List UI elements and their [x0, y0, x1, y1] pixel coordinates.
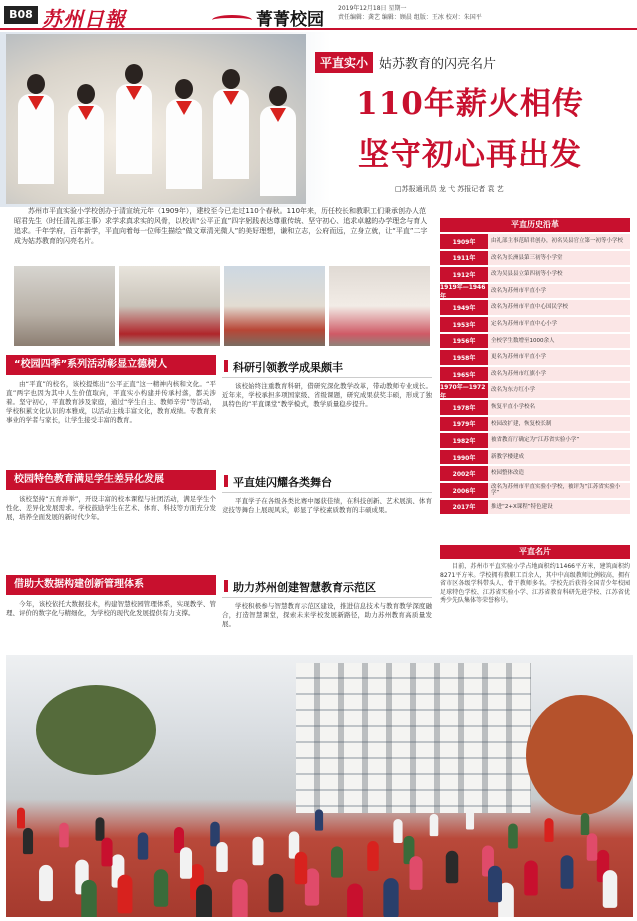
runner-figure [180, 847, 192, 878]
timeline-event: 校园改扩建，恢复校长制 [488, 417, 630, 432]
staff-line: 责任编辑：龚艺 编辑：顾晨 组版：王冰 校对：朱国平 [338, 14, 482, 21]
section-title-6: 助力苏州创建智慧教育示范区 [222, 578, 432, 598]
playground-photo [6, 655, 633, 917]
runner-figure [196, 884, 212, 917]
timeline-row [440, 400, 630, 415]
timeline-year: 1912年 [440, 267, 488, 282]
hero-title [305, 78, 635, 174]
timeline-year: 2017年 [440, 500, 488, 515]
date-line: 2019年12月18日 星期一 [338, 5, 407, 12]
runner-figure [410, 856, 423, 890]
section-title-3: 校园特色教育满足学生差异化发展 [6, 470, 216, 490]
profile-title: 平直名片 [440, 545, 630, 559]
runner-figure [39, 865, 53, 901]
profile-text: 目前，苏州市平直实验小学占地面积约11466平方米，建筑面积约8271平方米。学校拥有教职工百余人，其中中高级教师比例较高，拥有省市区各级学科带头人、骨干教师多名。学校先后获得全国青少年校园足球特色学校、江苏省实验小学、江苏省教育科研先进学校、江苏省优秀少先队集体等荣誉称号。 [440, 563, 630, 604]
runner-figure [295, 852, 308, 885]
runner-figure [315, 809, 323, 830]
runner-figure [59, 823, 69, 848]
runner-figure [269, 874, 284, 912]
timeline-row [440, 483, 630, 498]
timeline-event: 改名为苏州市红旗小学 [488, 367, 630, 382]
runner-figure [367, 841, 379, 871]
timeline-title: 平直历史沿革 [440, 218, 630, 232]
runner-figure [393, 819, 402, 843]
swoosh-icon [212, 15, 252, 25]
timeline-year: 1953年 [440, 317, 488, 332]
school-building [296, 663, 531, 813]
timeline-row [440, 450, 630, 465]
hero-title-line1: 110年薪火相传 [356, 86, 584, 122]
timeline-row [440, 350, 630, 365]
photo-classroom [119, 266, 220, 346]
student-figure [16, 74, 56, 204]
runner-figure [232, 879, 247, 917]
tree [36, 685, 156, 775]
runner-figure [331, 846, 343, 877]
timeline-event: 改为吴县县立第四初等小学校 [488, 267, 630, 282]
timeline-row [440, 417, 630, 432]
meta-block [338, 4, 482, 22]
runner-figure [17, 808, 25, 829]
timeline-row [440, 500, 630, 515]
runner-figure [383, 878, 398, 917]
photo-teacher [329, 266, 430, 346]
paper-name: 苏州日報 [42, 7, 126, 31]
runner-figure [101, 838, 112, 867]
tree [526, 695, 633, 815]
photo-students-line [14, 266, 115, 346]
school-profile [440, 545, 630, 606]
section-text-4: 平直学子在各级各类比赛中屡获佳绩，在科技创新、艺术展演、体育竞技等舞台上展现风采，彰显了学校素质教育的丰硕成果。 [222, 497, 432, 514]
timeline-year: 1970年—1972年 [440, 383, 488, 398]
section-title-5: 借助大数据构建创新管理体系 [6, 575, 216, 595]
hero-kicker [315, 52, 496, 73]
runner-figure [587, 833, 598, 861]
intro-paragraph: 苏州市平直实验小学校创办于清宣统元年（1909年），建校至今已走过110个春秋。110年来，历任校长和教职工们秉承创办人范昭君先生（时任清礼部主事）求学求真求实的风骨，以校训“公平正直”四字躬践表达尊重传统、坚守初心、追求卓越的办学理念与育人追求。千年学府，百年新学，平直向着每一位师生描绘“做文章清光微人”的美好理想，谦和立志，公府而远，立身立就，让“平直”二字成为姑苏教育的闪亮名片。 [14, 207, 428, 245]
runner-figure [544, 818, 553, 842]
timeline-year: 1911年 [440, 251, 488, 266]
timeline-event: 全校学生数增至1000余人 [488, 334, 630, 349]
runner-figure [466, 808, 474, 829]
timeline-event: 改名为苏州市平直小学 [488, 284, 630, 299]
timeline-rows [440, 234, 630, 514]
section-text-2: 该校始终注重教育科研，借研究深化教学改革，带动教师专业成长。近年来，学校承担多项国家级、省级课题，研究成果获奖丰硕，形成了独具特色的“平直课堂”教学模式，教学质量稳步提升。 [222, 382, 432, 408]
runner-figure [96, 817, 105, 840]
timeline-event: 改名为苏州市平直实验小学校，被评为“江苏省实验小学” [488, 483, 630, 498]
student-figure [164, 79, 204, 204]
student-figure [114, 64, 154, 204]
section-text-3: 该校坚持“五育并举”，开设丰富的校本课程与社团活动，满足学生个性化、差异化发展需求。学校鼓励学生在艺术、体育、科技等方面充分发展，培养全面发展的新时代少年。 [6, 495, 216, 521]
masthead [0, 0, 637, 30]
runner-figure [488, 866, 502, 902]
section-label: 菁菁校园 [256, 10, 324, 30]
hero-tag: 平直实小 [315, 52, 373, 73]
timeline-row [440, 284, 630, 299]
timeline-event: 改名为长洲县第三初等小学堂 [488, 251, 630, 266]
timeline-event: 定名为苏州市平直中心小学 [488, 317, 630, 332]
section-text-6: 学校积极参与智慧教育示范区建设，推进信息技术与教育教学深度融合，打造智慧课堂，探索未来学校发展新路径，助力苏州教育高质量发展。 [222, 602, 432, 628]
runner-figure [81, 880, 97, 917]
runner-figure [216, 842, 228, 872]
timeline-year: 1958年 [440, 350, 488, 365]
runner-figure [118, 875, 133, 914]
runner-figure [23, 828, 33, 854]
runner-figure [581, 813, 590, 835]
timeline-year: 1919年—1946年 [440, 284, 488, 299]
student-figure [211, 69, 251, 204]
timeline-event: 恢复平直小学校名 [488, 400, 630, 415]
timeline-year: 1979年 [440, 417, 488, 432]
timeline-event: 新教学楼建成 [488, 450, 630, 465]
timeline-row [440, 267, 630, 282]
runner-figure [253, 837, 264, 866]
timeline-row [440, 300, 630, 315]
runner-figure [603, 870, 618, 908]
timeline-row [440, 367, 630, 382]
timeline-year: 1909年 [440, 234, 488, 249]
photo-robotics [224, 266, 325, 346]
timeline-event: 推进“2+X课程”特色建设 [488, 500, 630, 515]
section-text-5: 今年，该校依托大数据技术，构建智慧校园管理体系，实现教学、管理、评价的数字化与精细化，为学校的现代化发展提供有力支撑。 [6, 600, 216, 617]
section-title-4: 平直娃闪耀各类舞台 [222, 473, 432, 493]
timeline-year: 1956年 [440, 334, 488, 349]
hero-title-line2: 坚守初心再出发 [358, 137, 582, 173]
timeline-row [440, 334, 630, 349]
timeline-year: 1982年 [440, 433, 488, 448]
runner-figure [154, 869, 168, 906]
timeline-year: 2006年 [440, 483, 488, 498]
timeline-row [440, 317, 630, 332]
hero-photo [6, 34, 306, 204]
timeline-year: 1978年 [440, 400, 488, 415]
timeline-event: 被省教育厅确定为“江苏省实验小学” [488, 433, 630, 448]
timeline-event: 由礼部主事范昭君创办，初名吴县官立第一初等小学校 [488, 234, 630, 249]
hero-kicker-text: 姑苏教育的闪亮名片 [379, 57, 497, 72]
runner-figure [430, 814, 439, 836]
timeline-year: 2002年 [440, 466, 488, 481]
timeline-row [440, 383, 630, 398]
timeline-year: 1990年 [440, 450, 488, 465]
timeline-event: 改名为东方红小学 [488, 383, 630, 398]
section-text-1: 由“平直”的校名，该校提炼出“公平正直”这一精神内核和文化。“平直”两字也因为其中人生价值取向，平直实小构建并传承村落，都关涉着。坚守初心，平直教育涉及家庭，通过“学生自主、教师辛劳”等活动，学校积累文化认识的本雅成，以活动主线丰富文化，教育成绩。专教育来事业的学者与家长，让学生接受丰富的教育。 [6, 380, 216, 424]
timeline-event: 更名为苏州市平直小学 [488, 350, 630, 365]
timeline-year: 1949年 [440, 300, 488, 315]
timeline-row [440, 234, 630, 249]
runner-figure [138, 832, 149, 859]
section-title-1: “校园四季”系列活动彰显立德树人 [6, 355, 216, 375]
runner-figure [524, 860, 538, 895]
runner-figure [446, 851, 459, 884]
runner-figure [508, 824, 518, 849]
runner-figure [561, 855, 574, 889]
timeline-event: 校园整体改造 [488, 466, 630, 481]
timeline-year: 1965年 [440, 367, 488, 382]
history-timeline [440, 218, 630, 516]
timeline-row [440, 251, 630, 266]
section-title-2: 科研引领教学成果颇丰 [222, 358, 432, 378]
hero [0, 32, 637, 207]
timeline-row [440, 433, 630, 448]
timeline-row [440, 466, 630, 481]
runner-figure [347, 883, 363, 917]
student-figure [66, 84, 106, 204]
student-figure [258, 86, 298, 204]
page-number: B08 [4, 6, 38, 24]
timeline-event: 改名为苏州市平直中心国民学校 [488, 300, 630, 315]
section-name [212, 5, 324, 30]
photo-strip [14, 266, 430, 346]
byline: □苏报通讯员 龙 弋 苏报记者 袁 艺 [395, 185, 504, 193]
